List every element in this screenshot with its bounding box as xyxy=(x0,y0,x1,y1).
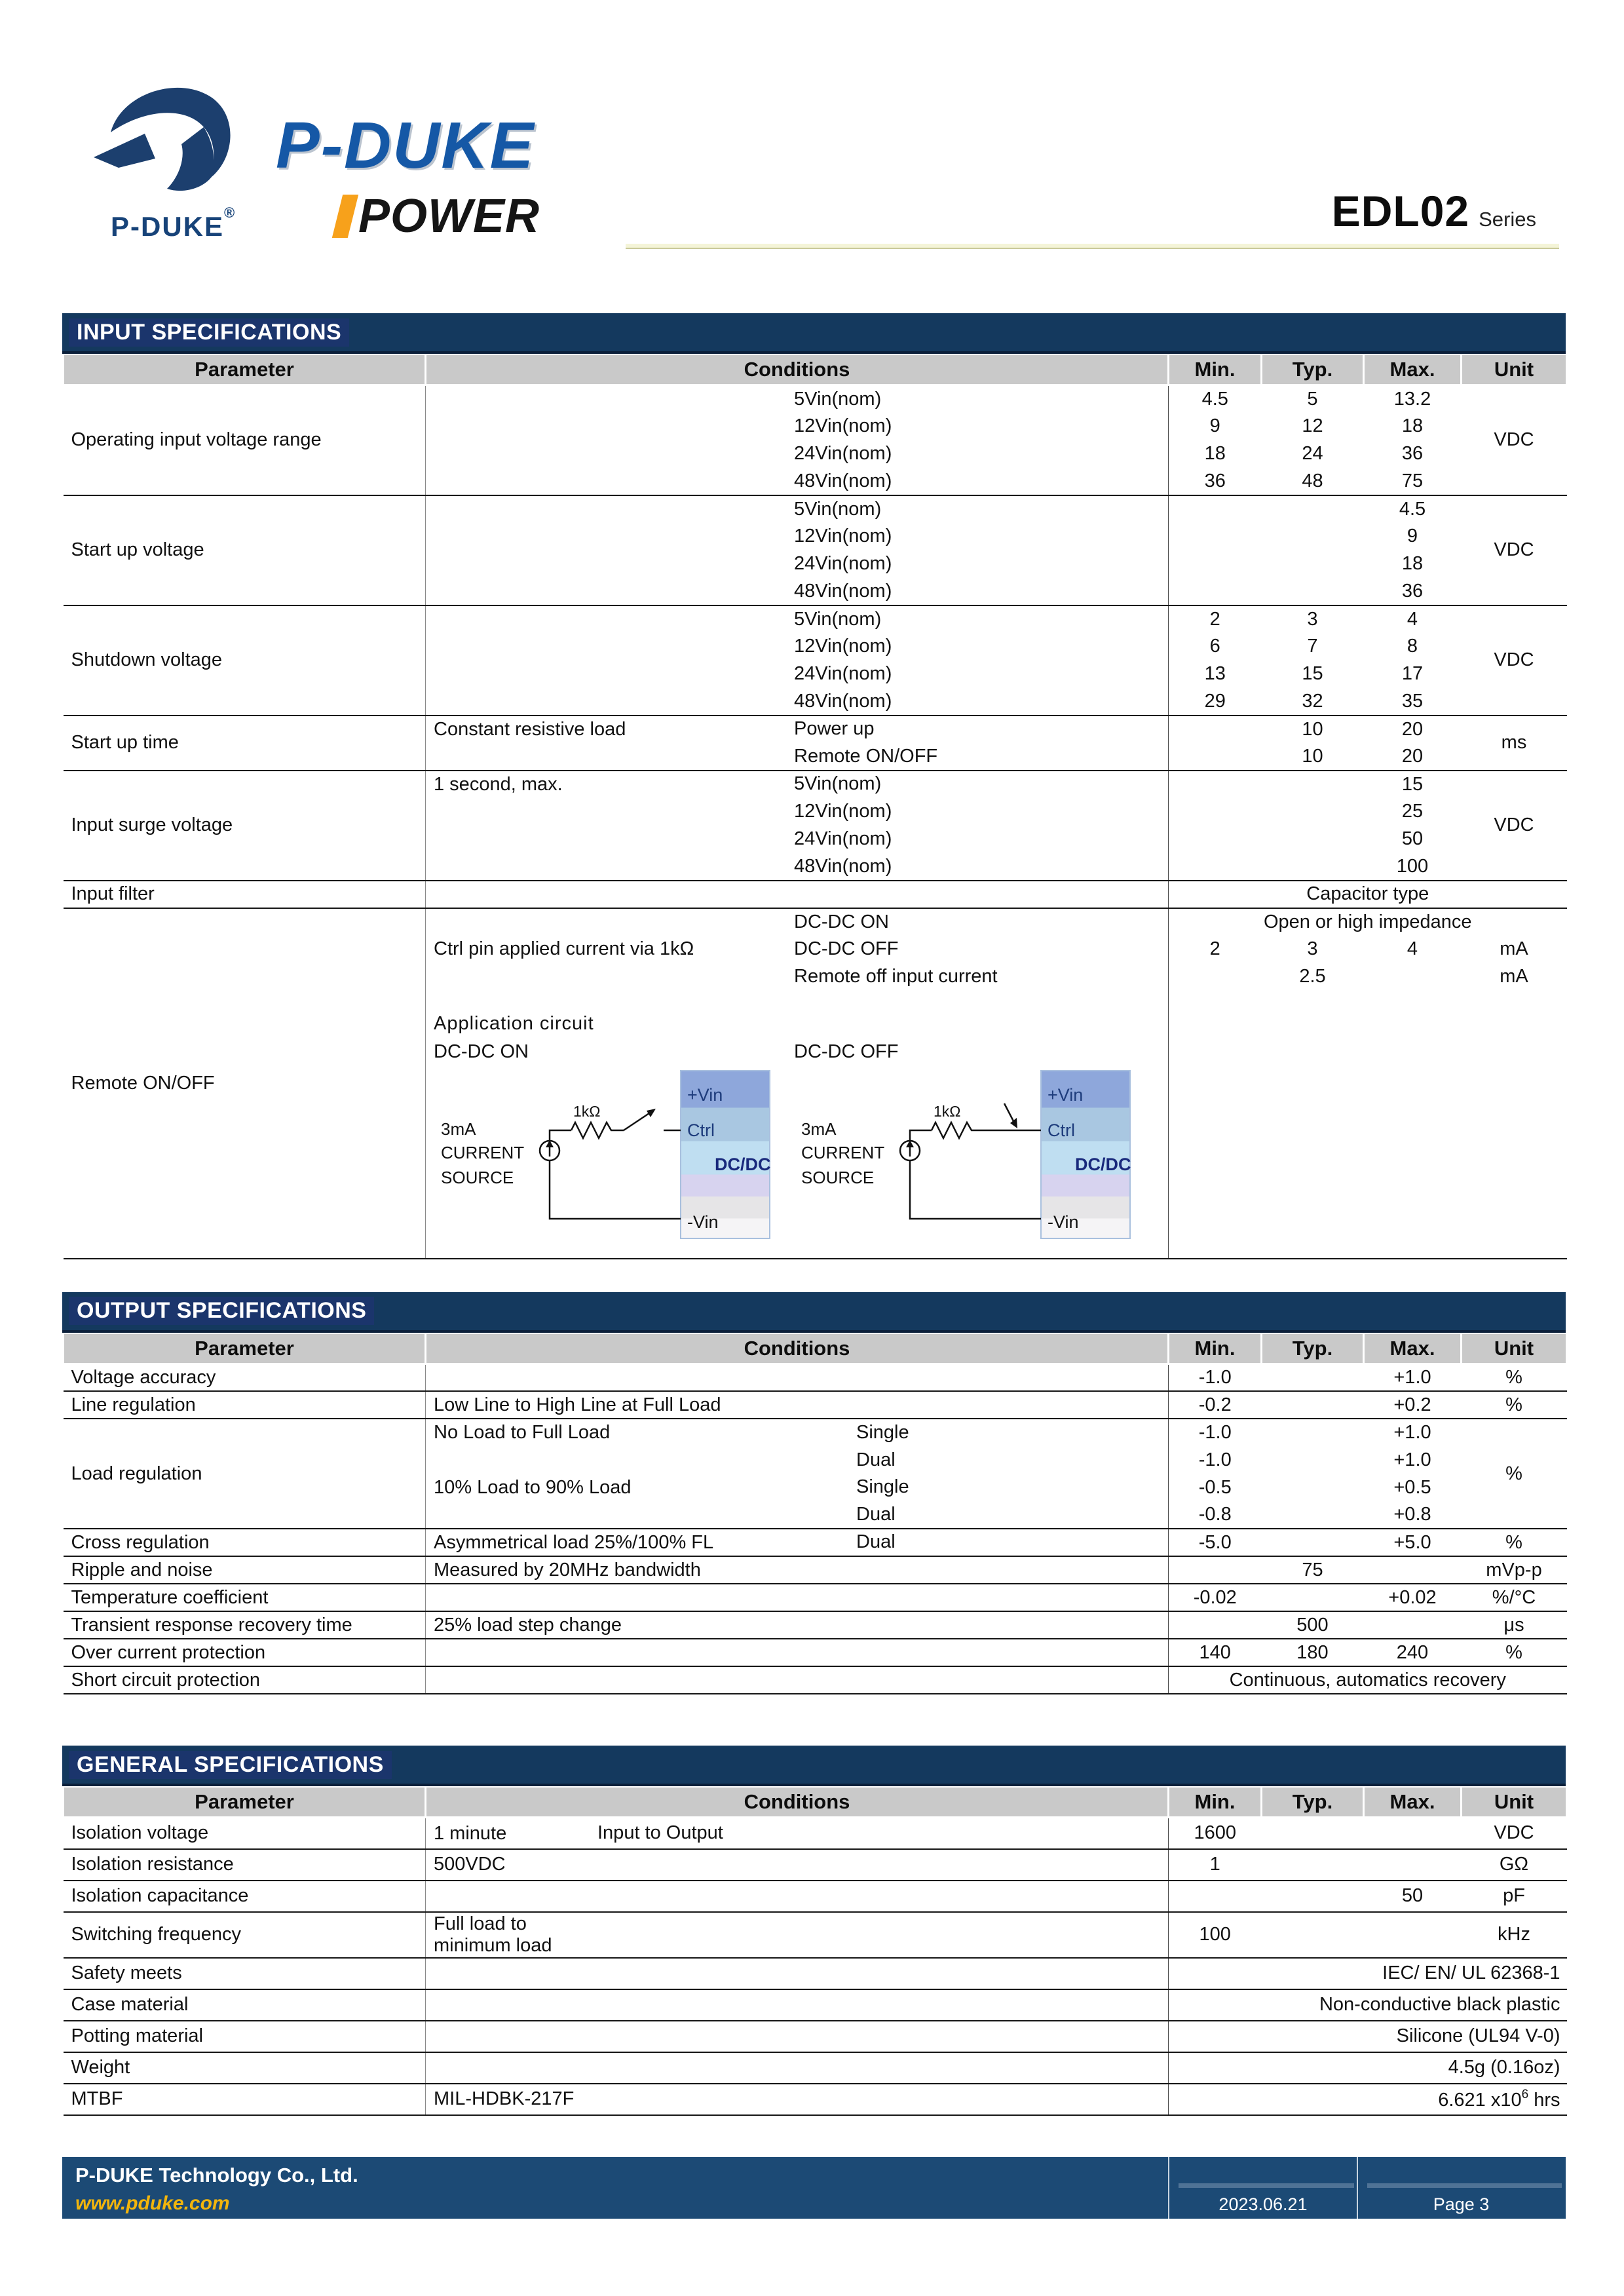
spec-row: 48Vin(nom) 29 32 35 xyxy=(64,688,1567,716)
spec-row xyxy=(64,385,1567,413)
spec-row xyxy=(64,881,1567,908)
param-cell: Voltage accuracy xyxy=(64,1364,426,1391)
general-specifications-section xyxy=(62,1746,1566,2116)
spec-row: 12Vin(nom) 9 12 18 xyxy=(64,413,1567,440)
registered-mark: ® xyxy=(224,204,236,221)
col-conditions: Conditions xyxy=(426,355,1169,385)
spec-row: MTBF MIL-HDBK-217F 6.621 $x10^6$ hrs xyxy=(64,2084,1567,2115)
dcdc-on-label: DC-DC ON xyxy=(434,1041,529,1062)
svg-text:1kΩ: 1kΩ xyxy=(934,1102,961,1120)
spec-row: Cross regulation Asymmetrical load 25%/100% FL Dual -5.0 +5.0 % xyxy=(64,1529,1567,1556)
spec-row: Voltage accuracy -1.0 +1.0 % xyxy=(64,1364,1567,1391)
param-cell: Switching frequency xyxy=(64,1912,426,1958)
footer-website-link[interactable]: www.pduke.com xyxy=(75,2192,230,2214)
svg-text:3mA: 3mA xyxy=(441,1119,476,1139)
param-cell: Safety meets xyxy=(64,1958,426,1989)
spec-row: Start up voltage 5Vin(nom) 4.5 VDC xyxy=(64,495,1567,523)
output-spec-table xyxy=(62,1334,1568,1695)
svg-text:CURRENT: CURRENT xyxy=(441,1142,525,1162)
param-cell: Transient response recovery time xyxy=(64,1611,426,1639)
footer-company-name: P-DUKE Technology Co., Ltd. xyxy=(75,2164,358,2187)
param-cell: Remote ON/OFF xyxy=(64,908,426,1259)
footer-divider xyxy=(1179,2183,1354,2188)
column-header-row: Parameter Conditions Min. Typ. Max. Unit xyxy=(64,1334,1567,1364)
spec-row: 48Vin(nom) 36 xyxy=(64,578,1567,605)
spec-row: Over current protection 140 180 240 % xyxy=(64,1639,1567,1666)
orange-slash-icon xyxy=(332,195,358,238)
spec-row: Isolation resistance 500VDC 1 GΩ xyxy=(64,1849,1567,1881)
svg-text:1kΩ: 1kΩ xyxy=(573,1102,601,1120)
page-content xyxy=(62,249,1566,2116)
svg-text:Ctrl: Ctrl xyxy=(1048,1120,1075,1140)
spec-row: Dual -0.8 +0.8 xyxy=(64,1501,1567,1529)
series-label: Series xyxy=(1479,208,1536,231)
svg-text:-Vin: -Vin xyxy=(1048,1212,1079,1232)
col-max: Max. xyxy=(1364,355,1462,385)
spec-row: Remote ON/OFF 10 20 xyxy=(64,743,1567,771)
column-header-row: Parameter Conditions Min. Typ. Max. Unit xyxy=(64,1788,1567,1818)
spec-row: 12Vin(nom) 9 xyxy=(64,523,1567,550)
spec-row: Load regulation No Load to Full Load Single -1.0 +1.0 % xyxy=(64,1419,1567,1446)
param-cell: Case material xyxy=(64,1989,426,2021)
spec-row: Remote ON/OFF DC-DC ON Open or high impedance xyxy=(64,908,1567,936)
svg-text:3mA: 3mA xyxy=(801,1119,837,1139)
spec-row: Remote off input current 2.5 mA xyxy=(64,963,1567,991)
spec-row: Temperature coefficient -0.02 +0.02 %/°C xyxy=(64,1584,1567,1611)
svg-text:DC/DC: DC/DC xyxy=(1075,1154,1131,1174)
spec-row: 24Vin(nom) 18 24 36 xyxy=(64,440,1567,468)
param-cell: Line regulation xyxy=(64,1391,426,1419)
spec-row: Dual -1.0 +1.0 xyxy=(64,1446,1567,1474)
param-cell: Isolation capacitance xyxy=(64,1881,426,1912)
spec-row: 12Vin(nom) 25 xyxy=(64,798,1567,826)
spec-row: Shutdown voltage 5Vin(nom) 2 3 4 VDC xyxy=(64,605,1567,633)
span-value: Continuous, automatics recovery xyxy=(1169,1666,1567,1694)
param-cell: Over current protection xyxy=(64,1639,426,1666)
spec-row: Line regulation Low Line to High Line at Full Load -0.2 +0.2 % xyxy=(64,1391,1567,1419)
param-cell: Isolation resistance xyxy=(64,1849,426,1881)
circuit-diagram-dcdc-off xyxy=(794,1067,1141,1242)
section-title: INPUT SPECIFICATIONS xyxy=(69,318,349,347)
page-footer xyxy=(62,2157,1566,2219)
spec-row: Start up time Constant resistive load Power up 10 20 ms xyxy=(64,716,1567,743)
span-value: Open or high impedance xyxy=(1169,908,1567,936)
input-specs-title-bar xyxy=(62,313,1566,354)
footer-page-cell xyxy=(1357,2157,1564,2219)
unit-cell: VDC xyxy=(1462,771,1567,881)
svg-text:-Vin: -Vin xyxy=(687,1212,719,1232)
span-value: IEC/ EN/ UL 62368-1 xyxy=(1169,1958,1567,1989)
col-parameter: Parameter xyxy=(64,355,426,385)
span-value: 4.5g (0.16oz) xyxy=(1169,2052,1567,2084)
logo-wordmark-small: P-DUKE® xyxy=(111,204,236,242)
general-specs-title-bar xyxy=(62,1746,1566,1786)
spec-row: 10% Load to 90% Load Single -0.5 +0.5 xyxy=(64,1474,1567,1501)
value-max: 13.2 xyxy=(1393,388,1431,410)
resistor-icon xyxy=(571,1122,624,1138)
svg-text:SOURCE: SOURCE xyxy=(801,1167,875,1187)
spec-row xyxy=(64,1958,1567,1989)
spec-row: Switching frequency Full load to minimum load 100 kHz xyxy=(64,1912,1567,1958)
application-circuit-heading: Application circuit xyxy=(434,1012,594,1034)
spec-row: Ripple and noise Measured by 20MHz bandwidth 75 mVp-p xyxy=(64,1556,1567,1584)
circuit-diagram-dcdc-on xyxy=(434,1067,781,1242)
span-value: Silicone (UL94 V-0) xyxy=(1169,2021,1567,2052)
spec-row: 48Vin(nom) 36 48 75 xyxy=(64,468,1567,495)
param-cell: Isolation voltage xyxy=(64,1818,426,1849)
footer-date: 2023.06.21 xyxy=(1218,2194,1308,2214)
spec-row: Ctrl pin applied current via 1kΩ DC-DC OFF 2 3 4 mA xyxy=(64,936,1567,963)
application-circuit-cell xyxy=(426,991,1169,1259)
unit-cell: VDC xyxy=(1494,429,1534,451)
product-title xyxy=(1332,186,1536,236)
param-cell: Ripple and noise xyxy=(64,1556,426,1584)
spec-row xyxy=(64,2052,1567,2084)
col-min: Min. xyxy=(1169,355,1262,385)
column-header-row xyxy=(64,355,1567,385)
unit-cell: VDC xyxy=(1462,605,1567,716)
param-cell: Potting material xyxy=(64,2021,426,2052)
param-cell: Input surge voltage xyxy=(64,771,426,881)
spec-row: 24Vin(nom) 18 xyxy=(64,550,1567,578)
pduke-logo-icon xyxy=(87,76,238,195)
param-cell: Operating input voltage range xyxy=(64,385,426,495)
spec-row: 24Vin(nom) 50 xyxy=(64,826,1567,853)
svg-text:DC/DC: DC/DC xyxy=(715,1154,771,1174)
cond-cell: 5Vin(nom) xyxy=(426,385,1169,413)
svg-text:+Vin: +Vin xyxy=(1048,1084,1084,1105)
spec-row xyxy=(64,1666,1567,1694)
spec-row: 12Vin(nom) 6 7 8 xyxy=(64,633,1567,660)
section-title: OUTPUT SPECIFICATIONS xyxy=(69,1297,374,1325)
span-value: Non-conductive black plastic xyxy=(1169,1989,1567,2021)
dcdc-off-label: DC-DC OFF xyxy=(794,1041,899,1062)
span-value: 6.621 $x10^6$ hrs xyxy=(1169,2084,1567,2115)
spec-row: Transient response recovery time 25% load step change 500 μs xyxy=(64,1611,1567,1639)
logo-power-wordmark: POWER xyxy=(337,193,540,240)
param-cell: MTBF xyxy=(64,2084,426,2115)
input-specifications-section xyxy=(62,313,1566,1259)
svg-text:Ctrl: Ctrl xyxy=(687,1120,715,1140)
svg-text:CURRENT: CURRENT xyxy=(801,1142,885,1162)
input-spec-table xyxy=(62,355,1568,1259)
spec-row: Isolation voltage 1 minute Input to Output 1600 VDC xyxy=(64,1818,1567,1849)
param-cell: Input filter xyxy=(64,881,426,908)
output-specifications-section xyxy=(62,1292,1566,1695)
spec-row: 48Vin(nom) 100 xyxy=(64,853,1567,881)
col-unit: Unit xyxy=(1462,355,1567,385)
span-value: Capacitor type xyxy=(1169,881,1567,908)
param-cell: Temperature coefficient xyxy=(64,1584,426,1611)
param-cell: Load regulation xyxy=(64,1419,426,1529)
param-cell: Short circuit protection xyxy=(64,1666,426,1694)
param-cell: Cross regulation xyxy=(64,1529,426,1556)
value-typ: 5 xyxy=(1307,388,1318,410)
output-specs-title-bar xyxy=(62,1292,1566,1333)
header-rule xyxy=(626,244,1559,249)
param-cell: Shutdown voltage xyxy=(64,605,426,716)
param-cell: Start up voltage xyxy=(64,495,426,605)
spec-row xyxy=(64,1989,1567,2021)
spec-row: 24Vin(nom) 13 15 17 xyxy=(64,660,1567,688)
unit-cell: ms xyxy=(1462,716,1567,771)
svg-text:SOURCE: SOURCE xyxy=(441,1167,514,1187)
page-header xyxy=(62,58,1566,249)
resistor-icon xyxy=(932,1122,984,1138)
logo-wordmark-large: P-DUKE xyxy=(276,109,535,182)
unit-cell: VDC xyxy=(1462,495,1567,605)
footer-divider xyxy=(1367,2183,1562,2188)
general-spec-table xyxy=(62,1788,1568,2116)
col-typ: Typ. xyxy=(1262,355,1364,385)
spec-row: Input surge voltage 1 second, max. 5Vin(nom) 15 VDC xyxy=(64,771,1567,798)
footer-page-number: Page 3 xyxy=(1433,2194,1490,2214)
section-title: GENERAL SPECIFICATIONS xyxy=(69,1751,392,1779)
svg-text:+Vin: +Vin xyxy=(687,1084,723,1105)
footer-date-cell xyxy=(1168,2157,1357,2219)
value-min: 4.5 xyxy=(1201,388,1228,410)
param-cell: Start up time xyxy=(64,716,426,771)
spec-row xyxy=(64,2021,1567,2052)
param-cell: Weight xyxy=(64,2052,426,2084)
product-series-code: EDL02 xyxy=(1331,187,1470,235)
spec-row: Isolation capacitance 50 pF xyxy=(64,1881,1567,1912)
